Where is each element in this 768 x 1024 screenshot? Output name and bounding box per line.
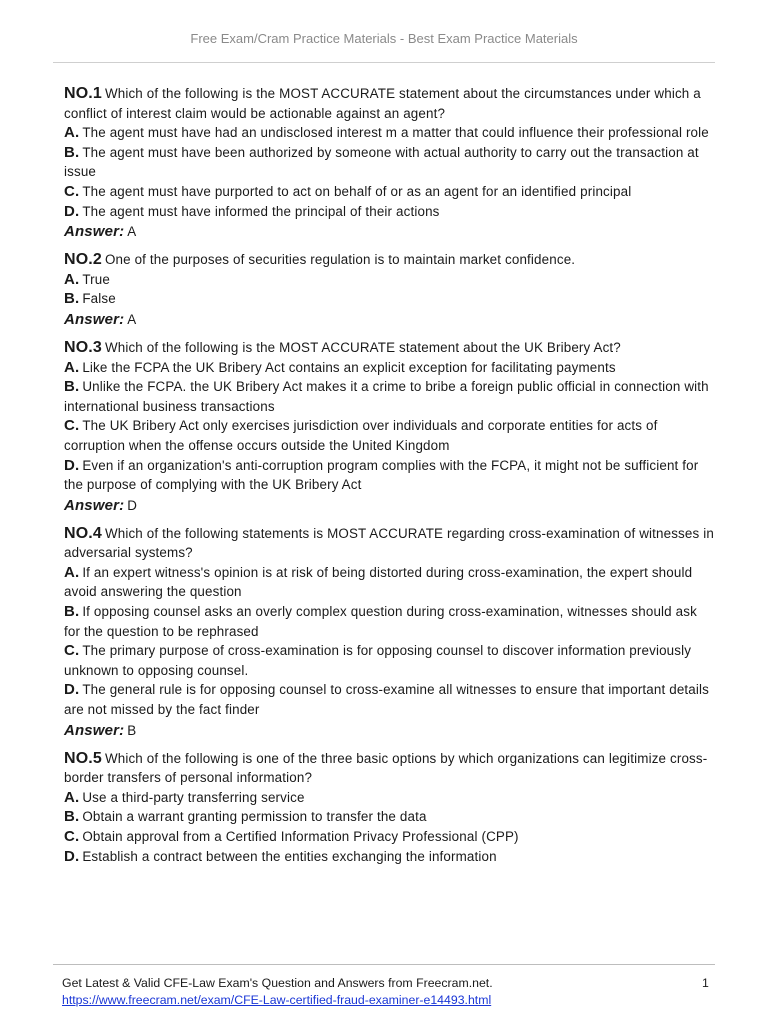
answer-value: D [127, 497, 138, 513]
option-letter: C. [64, 828, 80, 845]
option-text: Unlike the FCPA. the UK Bribery Act makes it a crime to bribe a foreign public official in connection with international business transactions [64, 379, 709, 414]
footer-divider [53, 964, 715, 965]
option-text: If an expert witness's opinion is at risk of being distorted during cross-examination, the expert should avoid answering the question [64, 564, 693, 600]
option-text: If opposing counsel asks an overly complex question during cross-examination, witnesses should ask for the question to be rephrased [64, 604, 697, 639]
option-text: Establish a contract between the entities exchanging the information [82, 848, 497, 864]
answer-line [64, 221, 714, 242]
option-text: True [82, 271, 110, 287]
option-letter: A. [64, 563, 80, 581]
option-letter: A. [64, 124, 80, 142]
option-letter: C. [64, 417, 80, 435]
question-stem [64, 84, 714, 123]
question-number: NO.3 [64, 338, 102, 356]
answer-label: Answer: [64, 223, 125, 241]
answer-line [64, 495, 714, 516]
question-2 [64, 250, 714, 330]
option-letter: A. [64, 788, 80, 806]
header-divider [53, 62, 715, 63]
footer-text: Get Latest & Valid CFE-Law Exam's Question and Answers from Freecram.net. [62, 976, 493, 990]
question-number: NO.1 [64, 85, 102, 102]
option-a [64, 270, 714, 290]
page-header: Free Exam/Cram Practice Materials - Best Exam Practice Materials [190, 31, 578, 46]
option-d [64, 456, 714, 495]
option-text: The agent must have been authorized by someone with actual authority to carry out the transaction at issue [64, 144, 699, 180]
option-text: Use a third-party transferring service [82, 789, 305, 805]
option-text: The agent must have had an undisclosed interest m a matter that could influence their professional role [82, 125, 709, 141]
option-letter: D. [64, 456, 80, 474]
option-letter: B. [64, 378, 80, 396]
option-c [64, 416, 714, 455]
question-3 [64, 338, 714, 516]
question-list [64, 84, 714, 866]
option-c [64, 641, 714, 680]
question-1 [64, 84, 714, 242]
question-4 [64, 524, 714, 741]
option-text: The primary purpose of cross-examination is for opposing counsel to discover information previously unknown to opposing counsel. [64, 643, 692, 678]
option-letter: D. [64, 847, 80, 865]
option-b [64, 602, 714, 641]
option-text: The agent must have informed the principal of their actions [82, 203, 440, 219]
question-text: Which of the following is the MOST ACCURATE statement about the UK Bribery Act? [104, 339, 621, 355]
option-d [64, 680, 714, 719]
option-letter: C. [64, 642, 80, 660]
question-stem [64, 524, 714, 563]
option-text: Even if an organization's anti-corruption program complies with the FCPA, it might not be sufficient for the purpose of complying with the UK Bribery Act [64, 457, 699, 493]
question-stem [64, 338, 714, 358]
option-text: False [82, 291, 116, 307]
question-text: One of the purposes of securities regulation is to maintain market confidence. [104, 252, 576, 268]
answer-value: A [127, 224, 137, 240]
option-letter: B. [64, 603, 80, 621]
answer-label: Answer: [64, 721, 125, 739]
option-text: The general rule is for opposing counsel to cross-examine all witnesses to ensure that important details are not missed by the fact finder [64, 682, 709, 718]
page-number: 1 [702, 976, 709, 990]
question-text: Which of the following is the MOST ACCURATE statement about the circumstances under which a conflict of interest claim would be actionable against an agent? [64, 86, 701, 121]
option-a [64, 563, 714, 602]
question-number: NO.5 [64, 749, 102, 767]
option-a [64, 123, 714, 143]
option-letter: B. [64, 808, 80, 826]
option-a [64, 788, 714, 808]
question-stem [64, 250, 714, 270]
answer-value: A [127, 311, 137, 327]
question-number: NO.4 [64, 524, 102, 542]
option-b [64, 377, 714, 416]
option-d [64, 202, 714, 222]
option-d [64, 847, 714, 867]
option-letter: B. [64, 290, 80, 308]
option-letter: A. [64, 358, 80, 376]
option-letter: B. [64, 143, 80, 161]
option-text: The agent must have purported to act on behalf of or as an agent for an identified principal [82, 183, 632, 199]
option-b [64, 289, 714, 309]
answer-label: Answer: [64, 310, 125, 328]
option-text: Obtain a warrant granting permission to transfer the data [82, 809, 427, 825]
option-text: Like the FCPA the UK Bribery Act contains an explicit exception for facilitating payments [82, 359, 616, 375]
option-letter: D. [64, 202, 80, 220]
option-letter: C. [64, 182, 80, 200]
question-text: Which of the following is one of the three basic options by which organizations can legitimize cross-border transfers of personal information? [64, 750, 708, 786]
option-b [64, 143, 714, 182]
question-text: Which of the following statements is MOST ACCURATE regarding cross-examination of witnesses in adversarial systems? [64, 525, 714, 561]
option-letter: D. [64, 681, 80, 699]
option-c [64, 827, 714, 847]
answer-line [64, 309, 714, 330]
answer-value: B [127, 722, 137, 738]
question-stem [64, 749, 714, 788]
answer-label: Answer: [64, 496, 125, 514]
option-letter: A. [64, 270, 80, 288]
option-text: The UK Bribery Act only exercises jurisdiction over individuals and corporate entities for acts of corruption when the offense occurs outside the United Kingdom [64, 418, 658, 453]
footer-link[interactable]: https://www.freecram.net/exam/CFE-Law-certified-fraud-examiner-e14493.html [62, 993, 492, 1007]
option-c [64, 182, 714, 202]
question-number: NO.2 [64, 251, 102, 269]
option-text: Obtain approval from a Certified Information Privacy Professional (CPP) [82, 829, 519, 844]
option-a [64, 358, 714, 378]
option-b [64, 807, 714, 827]
question-5 [64, 749, 714, 867]
answer-line [64, 720, 714, 741]
